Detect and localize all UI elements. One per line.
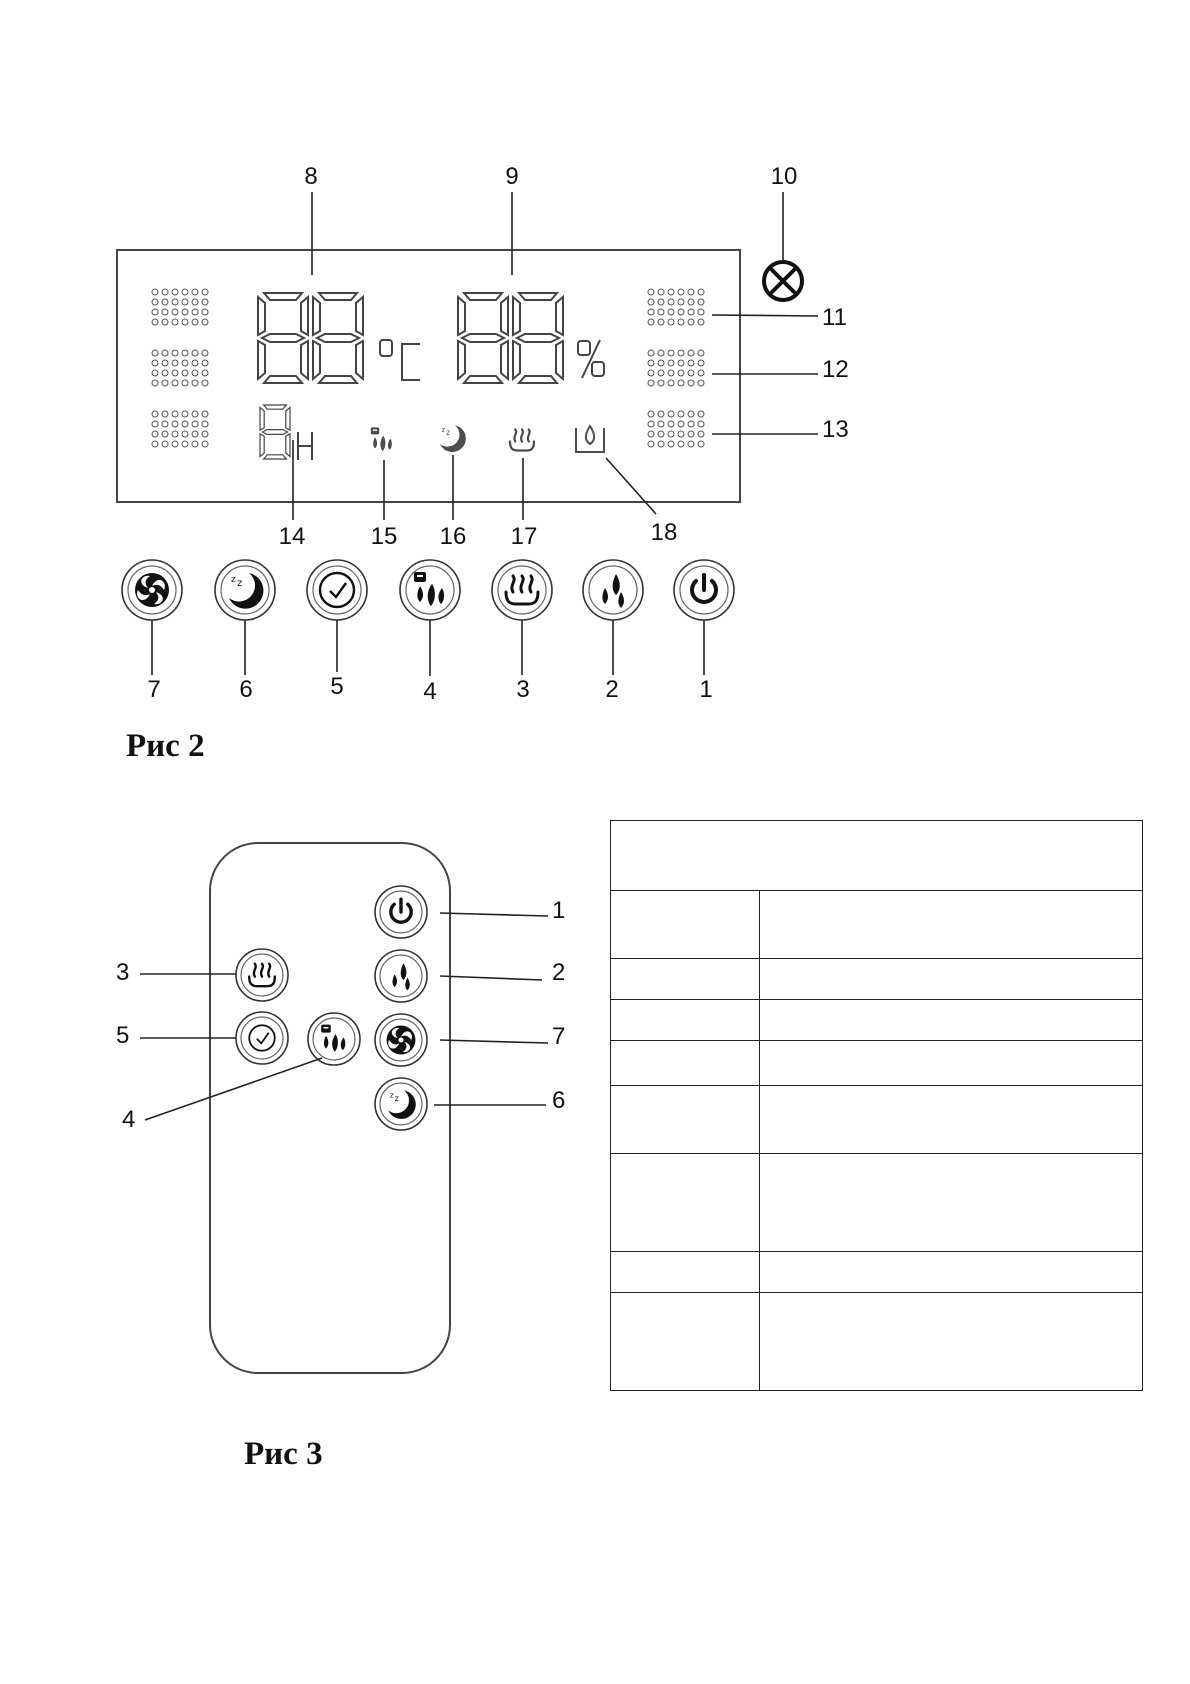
power-button[interactable] bbox=[674, 560, 734, 620]
callout-9: 9 bbox=[505, 163, 519, 190]
table-cell bbox=[760, 1041, 1143, 1086]
remote-callout-7: 7 bbox=[552, 1023, 566, 1050]
callout-11: 11 bbox=[822, 304, 847, 331]
remote-mist-button[interactable] bbox=[375, 950, 427, 1002]
fan-icon bbox=[387, 1026, 416, 1055]
remote-control-diagram bbox=[116, 843, 565, 1373]
callout-3: 3 bbox=[516, 676, 530, 703]
table-cell bbox=[760, 1293, 1143, 1391]
table-row bbox=[611, 1293, 1143, 1391]
fan-icon bbox=[135, 573, 169, 607]
table-row bbox=[611, 959, 1143, 1000]
remote-timer-button[interactable] bbox=[236, 1012, 288, 1064]
remote-callout-4: 4 bbox=[122, 1106, 136, 1133]
remote-callout-3: 3 bbox=[116, 959, 130, 986]
table-row bbox=[611, 891, 1143, 959]
figure-3-caption: Рис 3 bbox=[244, 1436, 323, 1472]
callout-2: 2 bbox=[605, 676, 619, 703]
callout-12: 12 bbox=[822, 356, 849, 383]
table-row bbox=[611, 1086, 1143, 1154]
table-cell bbox=[611, 1252, 760, 1293]
table-row bbox=[611, 1154, 1143, 1252]
remote-callout-6: 6 bbox=[552, 1087, 566, 1114]
table-cell bbox=[611, 1000, 760, 1041]
callout-10: 10 bbox=[770, 163, 798, 190]
remote-auto-humidity-button[interactable] bbox=[308, 1013, 360, 1065]
callout-5: 5 bbox=[330, 673, 344, 700]
table-cell bbox=[760, 1252, 1143, 1293]
table-cell bbox=[611, 1086, 760, 1154]
remote-callout-2: 2 bbox=[552, 959, 566, 986]
remote-power-button[interactable] bbox=[375, 886, 427, 938]
callout-17: 17 bbox=[510, 523, 538, 550]
warm-mist-button[interactable] bbox=[492, 560, 552, 620]
table-row bbox=[611, 1000, 1143, 1041]
table-cell bbox=[760, 1154, 1143, 1252]
fan-speed-button[interactable] bbox=[122, 560, 182, 620]
mist-button[interactable] bbox=[583, 560, 643, 620]
callout-16: 16 bbox=[439, 523, 467, 550]
table-cell bbox=[760, 891, 1143, 959]
timer-button[interactable] bbox=[307, 560, 367, 620]
auto-humidity-button[interactable] bbox=[400, 560, 460, 620]
table-cell bbox=[760, 1000, 1143, 1041]
callout-8: 8 bbox=[304, 163, 318, 190]
table-header-cell bbox=[611, 821, 1143, 891]
button-description-table bbox=[610, 820, 1143, 1391]
table-cell bbox=[611, 1154, 760, 1252]
sleep-button[interactable] bbox=[215, 560, 275, 620]
cross-circle-icon bbox=[764, 262, 802, 300]
callout-18: 18 bbox=[650, 519, 678, 546]
lcd-display-frame bbox=[117, 250, 740, 502]
table-cell bbox=[611, 1293, 760, 1391]
control-panel-diagram bbox=[117, 163, 849, 705]
table-row bbox=[611, 1252, 1143, 1293]
table-cell bbox=[611, 891, 760, 959]
callout-13: 13 bbox=[822, 416, 849, 443]
callout-4: 4 bbox=[423, 678, 437, 705]
callout-15: 15 bbox=[370, 523, 398, 550]
figure-2-caption: Рис 2 bbox=[126, 728, 205, 764]
callout-7: 7 bbox=[147, 676, 161, 703]
remote-callout-5: 5 bbox=[116, 1022, 130, 1049]
remote-fan-button[interactable] bbox=[375, 1014, 427, 1066]
table-cell bbox=[611, 1041, 760, 1086]
table-cell bbox=[611, 959, 760, 1000]
table-header-row bbox=[611, 821, 1143, 891]
remote-sleep-button[interactable] bbox=[375, 1078, 427, 1130]
remote-callout-1: 1 bbox=[552, 897, 566, 924]
remote-warm-mist-button[interactable] bbox=[236, 949, 288, 1001]
table-cell bbox=[760, 959, 1143, 1000]
callout-14: 14 bbox=[278, 523, 306, 550]
callout-1: 1 bbox=[699, 676, 713, 703]
table-cell bbox=[760, 1086, 1143, 1154]
callout-6: 6 bbox=[239, 676, 253, 703]
table-row bbox=[611, 1041, 1143, 1086]
